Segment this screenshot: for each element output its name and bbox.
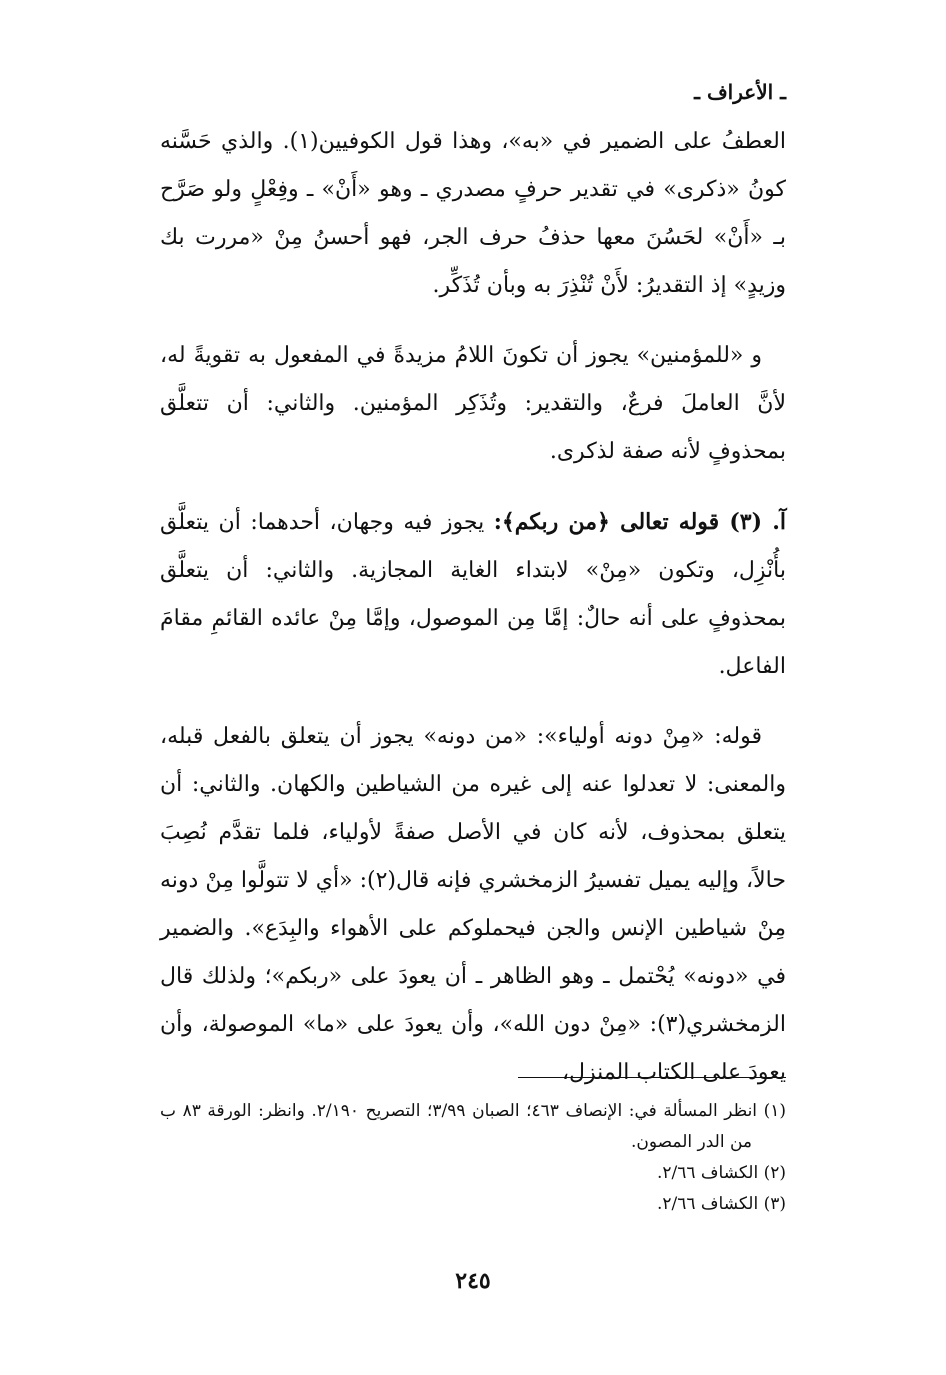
footnote-2: (٢) الكشاف ٢/٦٦. [656,1163,786,1183]
paragraph-3-text: يجوز فيه وجهان، أحدهما: أن يتعلَّق بأُنْزِل، وتكون «مِنْ» لابتداء الغاية المجازية. والثاني: أن يتعلَّق بمحذوفٍ على أنه حالٌ: إمَّا مِن الموصول، وإمَّا مِنْ عائده القائمِ مقامَ الفاعل. [160,510,786,679]
paragraph-1-text: العطفُ على الضمير في «به»، وهذا قول الكوفيين(١). والذي حَسَّنه كونُ «ذكرى» في تقدير حرفٍ مصدري ـ وهو «أَنْ» ـ وفِعْلٍ ولو صَرَّح بـ «أَنْ» لحَسُنَ معها حذفُ حرف الجر، فهو أحسنُ مِنْ «مررت بك وزيدٍ» إذ التقديرُ: لأَنْ تُنْذِرَ به وبأن تُذَكِّر. [160,129,786,298]
paragraph-4 [160,713,786,1097]
verse-heading: آ. (٣) قوله تعالى ﴿من ربكم﴾: [493,509,786,535]
paragraph-4-text: قوله: «مِنْ دونه أولياء»: «من دونه» يجوز أن يتعلق بالفعل قبله، والمعنى: لا تعدلوا عنه إلى غيره من الشياطين والكهان. والثاني: أن يتعلق بمحذوف، لأنه كان في الأصل صفةً لأولياء، فلما تقدَّم نُصِبَ حالاً، وإليه يميل تفسيرُ الزمخشري فإنه قال(٢): «أي لا تتولَّوا مِنْ دونه مِنْ شياطين الإنس والجن فيحملوكم على الأهواء والبِدَع». والضمير في «دونه» يُحْتمل ـ وهو الظاهر ـ أن يعودَ على «ربكم»؛ ولذلك قال الزمخشري(٣): «مِنْ دون الله»، وأن يعودَ على «ما» الموصولة، وأن يعودَ على الكتاب المنزل، [160,724,786,1085]
paragraph-2-text: و «للمؤمنين» يجوز أن تكونَ اللامُ مزيدةً في المفعول به تقويةً له، لأنَّ العاملَ فرعٌ، والتقدير: وتُذَكِر المؤمنين. والثاني: أن تتعلَّق بمحذوفٍ لأنه صفة لذكرى. [160,343,786,464]
paragraph-3 [160,498,786,691]
paragraph-2 [160,332,786,476]
footnote-separator [518,1077,786,1078]
footnotes-list [160,1096,786,1220]
body-text [160,118,786,1119]
running-title: ـ الأعراف ـ [694,80,786,104]
paragraph-1 [160,118,786,310]
page-number: ٢٤٥ [455,1268,491,1294]
footnote-3: (٣) الكشاف ٢/٦٦. [656,1194,786,1214]
footnote-1: (١) انظر المسألة في: الإنصاف ٤٦٣؛ الصبان ٣/٩٩؛ التصريح ٢/١٩٠. وانظر: الورقة ٨٣ ب من الدر المصون. [160,1101,786,1152]
